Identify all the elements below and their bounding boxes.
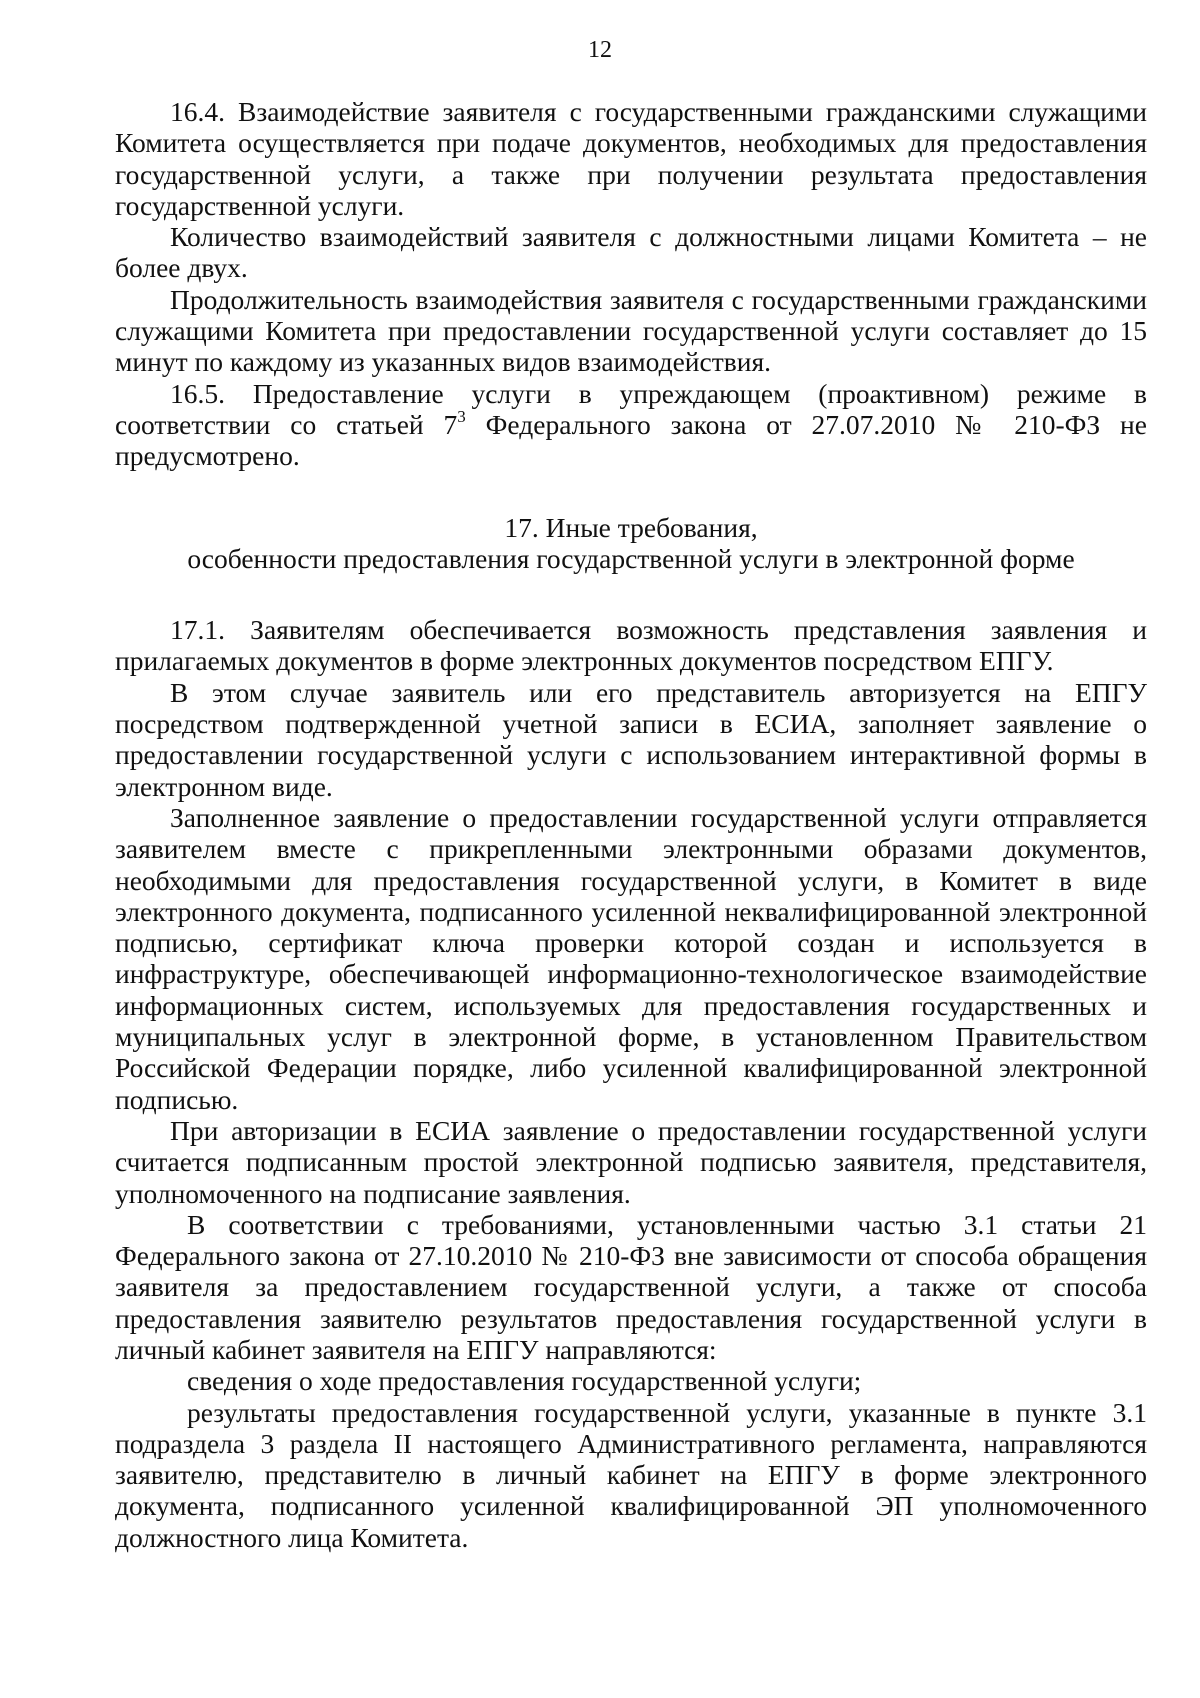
- paragraph-interaction-duration: Продолжительность взаимодействия заявителя с государственными гражданскими служащими Комитета при предоставлении государственной услуги составляет до 15 минут по каждому из указанных видов взаимодействия.: [115, 283, 1147, 378]
- document-body: [115, 96, 1147, 1553]
- section-heading-title: 17. Иные требования,: [504, 511, 758, 543]
- paragraph-requirements: В соответствии с требованиями, установленными частью 3.1 статьи 21 Федерального закона от 27.10.2010 № 210-ФЗ вне зависимости от способа обращения заявителя за предоставлением государственной услуги, а также от способа предоставления заявителю результатов предоставления государственной услуги в личный кабинет заявителя на ЕПГУ направляются:: [115, 1208, 1147, 1365]
- paragraph-16-5-text-start: 16.5. Предоставление услуги в упреждающем (проактивном) режиме в соответствии со статьей 7: [115, 377, 1147, 440]
- section-heading-subtitle: особенности предоставления государственной услуги в электронной форме: [187, 542, 1075, 574]
- paragraph-interaction-count: Количество взаимодействий заявителя с должностными лицами Комитета – не более двух.: [115, 221, 1147, 284]
- article-superscript: 3: [457, 406, 466, 426]
- paragraph-filled-application: Заполненное заявление о предоставлении государственной услуги отправляется заявителем вместе с прикрепленными электронными образами документов, необходимыми для предоставления государственной услуги, в Комитет в виде электронного документа, подписанного усиленной неквалифицированной электронной подписью, сертификат ключа проверки которой создан и используется в инфраструктуре, обеспечивающей информационно-технологическое взаимодействие информационных систем, используемых для предоставления государственных и муниципальных услуг в электронной форме, в установленном Правительством Российской Федерации порядке, либо усиленной квалифицированной электронной подписью.: [115, 801, 1147, 1115]
- paragraph-17-1: 17.1. Заявителям обеспечивается возможность представления заявления и прилагаемых документов в форме электронных документов посредством ЕПГУ.: [115, 614, 1147, 677]
- list-item-results: результаты предоставления государственной услуги, указанные в пункте 3.1 подраздела 3 раздела II настоящего Административного регламента, направляются заявителю, представителю в личный кабинет на ЕПГУ в форме электронного документа, подписанного усиленной квалифицированной ЭП уполномоченного должностного лица Комитета.: [115, 1396, 1147, 1553]
- paragraph-authorization: В этом случае заявитель или его представитель авторизуется на ЕПГУ посредством подтвержденной учетной записи в ЕСИА, заполняет заявление о предоставлении государственной услуги с использованием интерактивной формы в электронном виде.: [115, 676, 1147, 802]
- paragraph-16-5-text-end: Федерального закона от 27.07.2010 № 210-ФЗ не предусмотрено.: [115, 408, 1147, 472]
- paragraph-esia-signature: При авторизации в ЕСИА заявление о предоставлении государственной услуги считается подписанным простой электронной подписью заявителя, представителя, уполномоченного на подписание заявления.: [115, 1114, 1147, 1209]
- page-number: 12: [588, 37, 612, 63]
- paragraph-16-5: [115, 378, 1147, 472]
- paragraph-16-4: 16.4. Взаимодействие заявителя с государственными гражданскими служащими Комитета осуществляется при подаче документов, необходимых для предоставления государственной услуги, а также при получении результата предоставления государственной услуги.: [115, 96, 1147, 221]
- section-heading: [115, 512, 1147, 575]
- list-item-progress-info: сведения о ходе предоставления государственной услуги;: [187, 1365, 862, 1397]
